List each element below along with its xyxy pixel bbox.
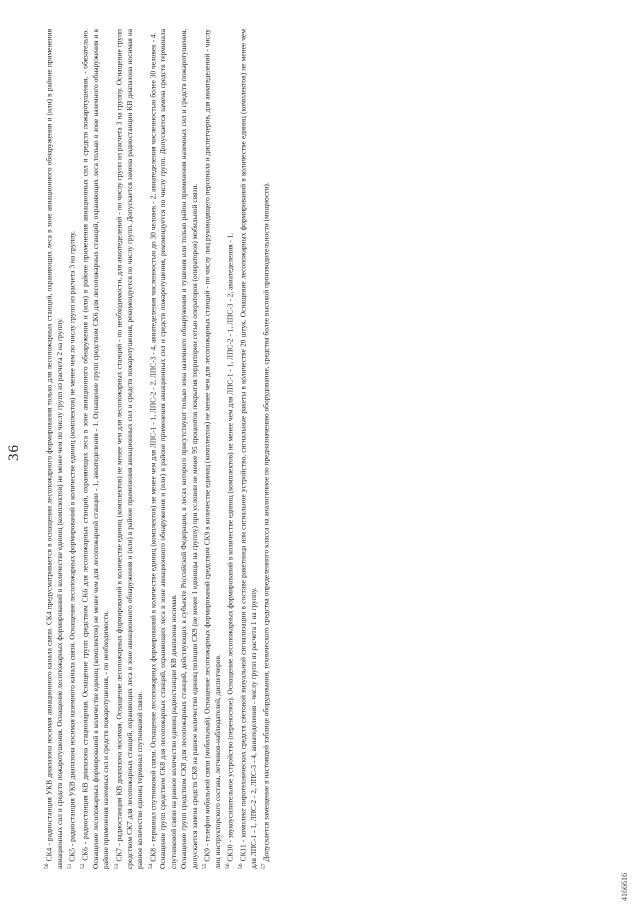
footnote-marker: 57 [261, 863, 268, 869]
footnote-marker: 50 [44, 863, 50, 869]
page-number: 36 [6, 444, 22, 461]
footnote-marker: 56 [238, 863, 245, 869]
footnote-marker: 51 [67, 863, 74, 869]
footnote [78, 29, 112, 869]
footnote [236, 29, 259, 869]
footnote-text: СК7 - радиостанция КВ диапазона носимая. Оснащение лесопожарных формирований в количестве единиц (комплектов) не менее чем для лесопожарных станций - по необходимости, для авиатеделений - по числу групп из расчета 3 на группу. Оснащение групп средством СК7 для лесопожарных станций, охраняющих леса в зоне авиационного обнаружения и (или) в районе применения авиационных сил и средств пожаротушения, рекомендуется по числу групп. Допускается замена радиостанции КВ диапазона носимая на равное количество единиц терминал спутниковой связи. [114, 29, 145, 869]
footnote-text: СК10 - звукоусилительное устройство (переносное). Оснащение лесопожарных формирований в количестве единиц (комплектов) не менее чем для ЛПС-1 - 1, ЛПС-2 - 1, ЛПС-3 - 2, авиатеделения - 1. [225, 232, 235, 862]
footnote-marker: 56 [225, 863, 232, 869]
footnote [259, 29, 272, 869]
footnote-text: СК5 - радиостанция УКВ диапазона носимая наземного канала связи. Оснащение лесопожарных формирований в количестве единиц (комплектов) не менее чем по числу групп из расчета 3 на группу. [67, 231, 77, 862]
footnote-marker: 53 [113, 863, 120, 869]
footnote-marker: 52 [80, 863, 87, 869]
footnote-marker: 54 [147, 863, 154, 869]
footnotes [42, 29, 272, 869]
footnote-text: СК6 - радиостанция КВ диапазона стационарная. Оснащение групп средством СК6 для лесопожарных станций, охраняющих леса в зоне авиационного обнаружения и (или) в районе применения авиационных сил и средств пожаротушения, - обязательно. Оснащение лесопожарных формирований в количестве единиц (комплектов) не менее чем для лесопожарной станции - 1, авиатеделения - 1. Оснащение групп средством СК6 для лесопожарных станций, охраняющих леса только в зоне наземного обнаружения и в районе применения наземных сил и средств пожаротушения, - по необходимости. [80, 29, 111, 869]
footnote-continuation: Оснащение групп средством СК8 для лесопожарных станций, действующих в субъекте Российской Федерации, в лесах которого присутствуют только зона наземного обнаружения и тушения или только район применения наземных сил и средств пожаротушения, допускается замена средств СК8 на равное количество единиц позиции СК9 (не менее 1 единицы на группу) при условии не менее 95 процентов покрытия территории сетью операторов (операторов) мобильной связи. [179, 29, 199, 869]
document-id: 4166616 [620, 873, 629, 901]
footnote [42, 29, 65, 869]
footnote-text: СК9 - телефон мобильной связи (мобильный). Оснащение лесопожарных формирований средством СК9 в количестве единиц (комплектов) не менее чем для лесопожарных станций - по числу лиц руководящего персонала и диспетчеров, для авиатеделений - числу лиц инструкторского состава, летчиков-наблюдателей, диспетчеров. [202, 29, 222, 869]
footnote-continuation: Оснащение групп средством СК8 для лесопожарных станций, охраняющих леса в зоне авиационного обнаружения и (или) в районе применения авиационных сил и средств пожаротушения, рекомендуется по числу групп. Допускается замена средств терминала спутниковой связи на равное количество единиц радиостанции КВ диапазона носимая. [158, 29, 178, 869]
footnote [146, 29, 159, 869]
footnote [200, 29, 223, 869]
footnote-text: СК11 - комплект пиротехнических средств световой визуальной сигнализации в составе ракетница или сигнальное устройство, сигнальные ракеты в количестве 20 штук. Оснащение лесопожарных формирований в количестве единиц (комплектов) не менее чем для ЛПС-1 - 1, ЛПС-2 - 2, ЛПС-3 - 4, авиатеделения - числу групп из расчета 1 на группу. [238, 29, 259, 869]
footnote [223, 29, 236, 869]
footnote-text: СК4 - радиостанция УКВ диапазона носимая авиационного канала связи. СК4 предусматривается в оснащении лесопожарного формирования только для лесопожарных станций, охраняющих леса в зоне авиационного обнаружения и (или) в районе применения авиационных сил и средств пожаротушения. Оснащение лесопожарных формирований в количестве единиц (комплектов) не менее чем по числу групп из расчета 2 на группу. [44, 29, 64, 869]
footnote-marker: 55 [202, 863, 209, 869]
footnote [65, 29, 78, 869]
footnote [112, 29, 146, 869]
footnote-text: СК8 - терминал спутниковой связи. Оснащение лесопожарных формирований в количестве единиц (комплектов) не менее чем для ЛПС-1 - 1, ЛПС-2 - 2, ЛПС-3 - 4, авиатеделения численностью до 30 человек - 2, авиатеделения численностью более 30 человек - 4. [148, 32, 157, 862]
footnote-text: Допускается замещение в настоящей таблице оборудования, технического средства определенного класса на аналогичное по предназначению оборудование, средства более высокой производительности (мощности). [261, 182, 271, 862]
